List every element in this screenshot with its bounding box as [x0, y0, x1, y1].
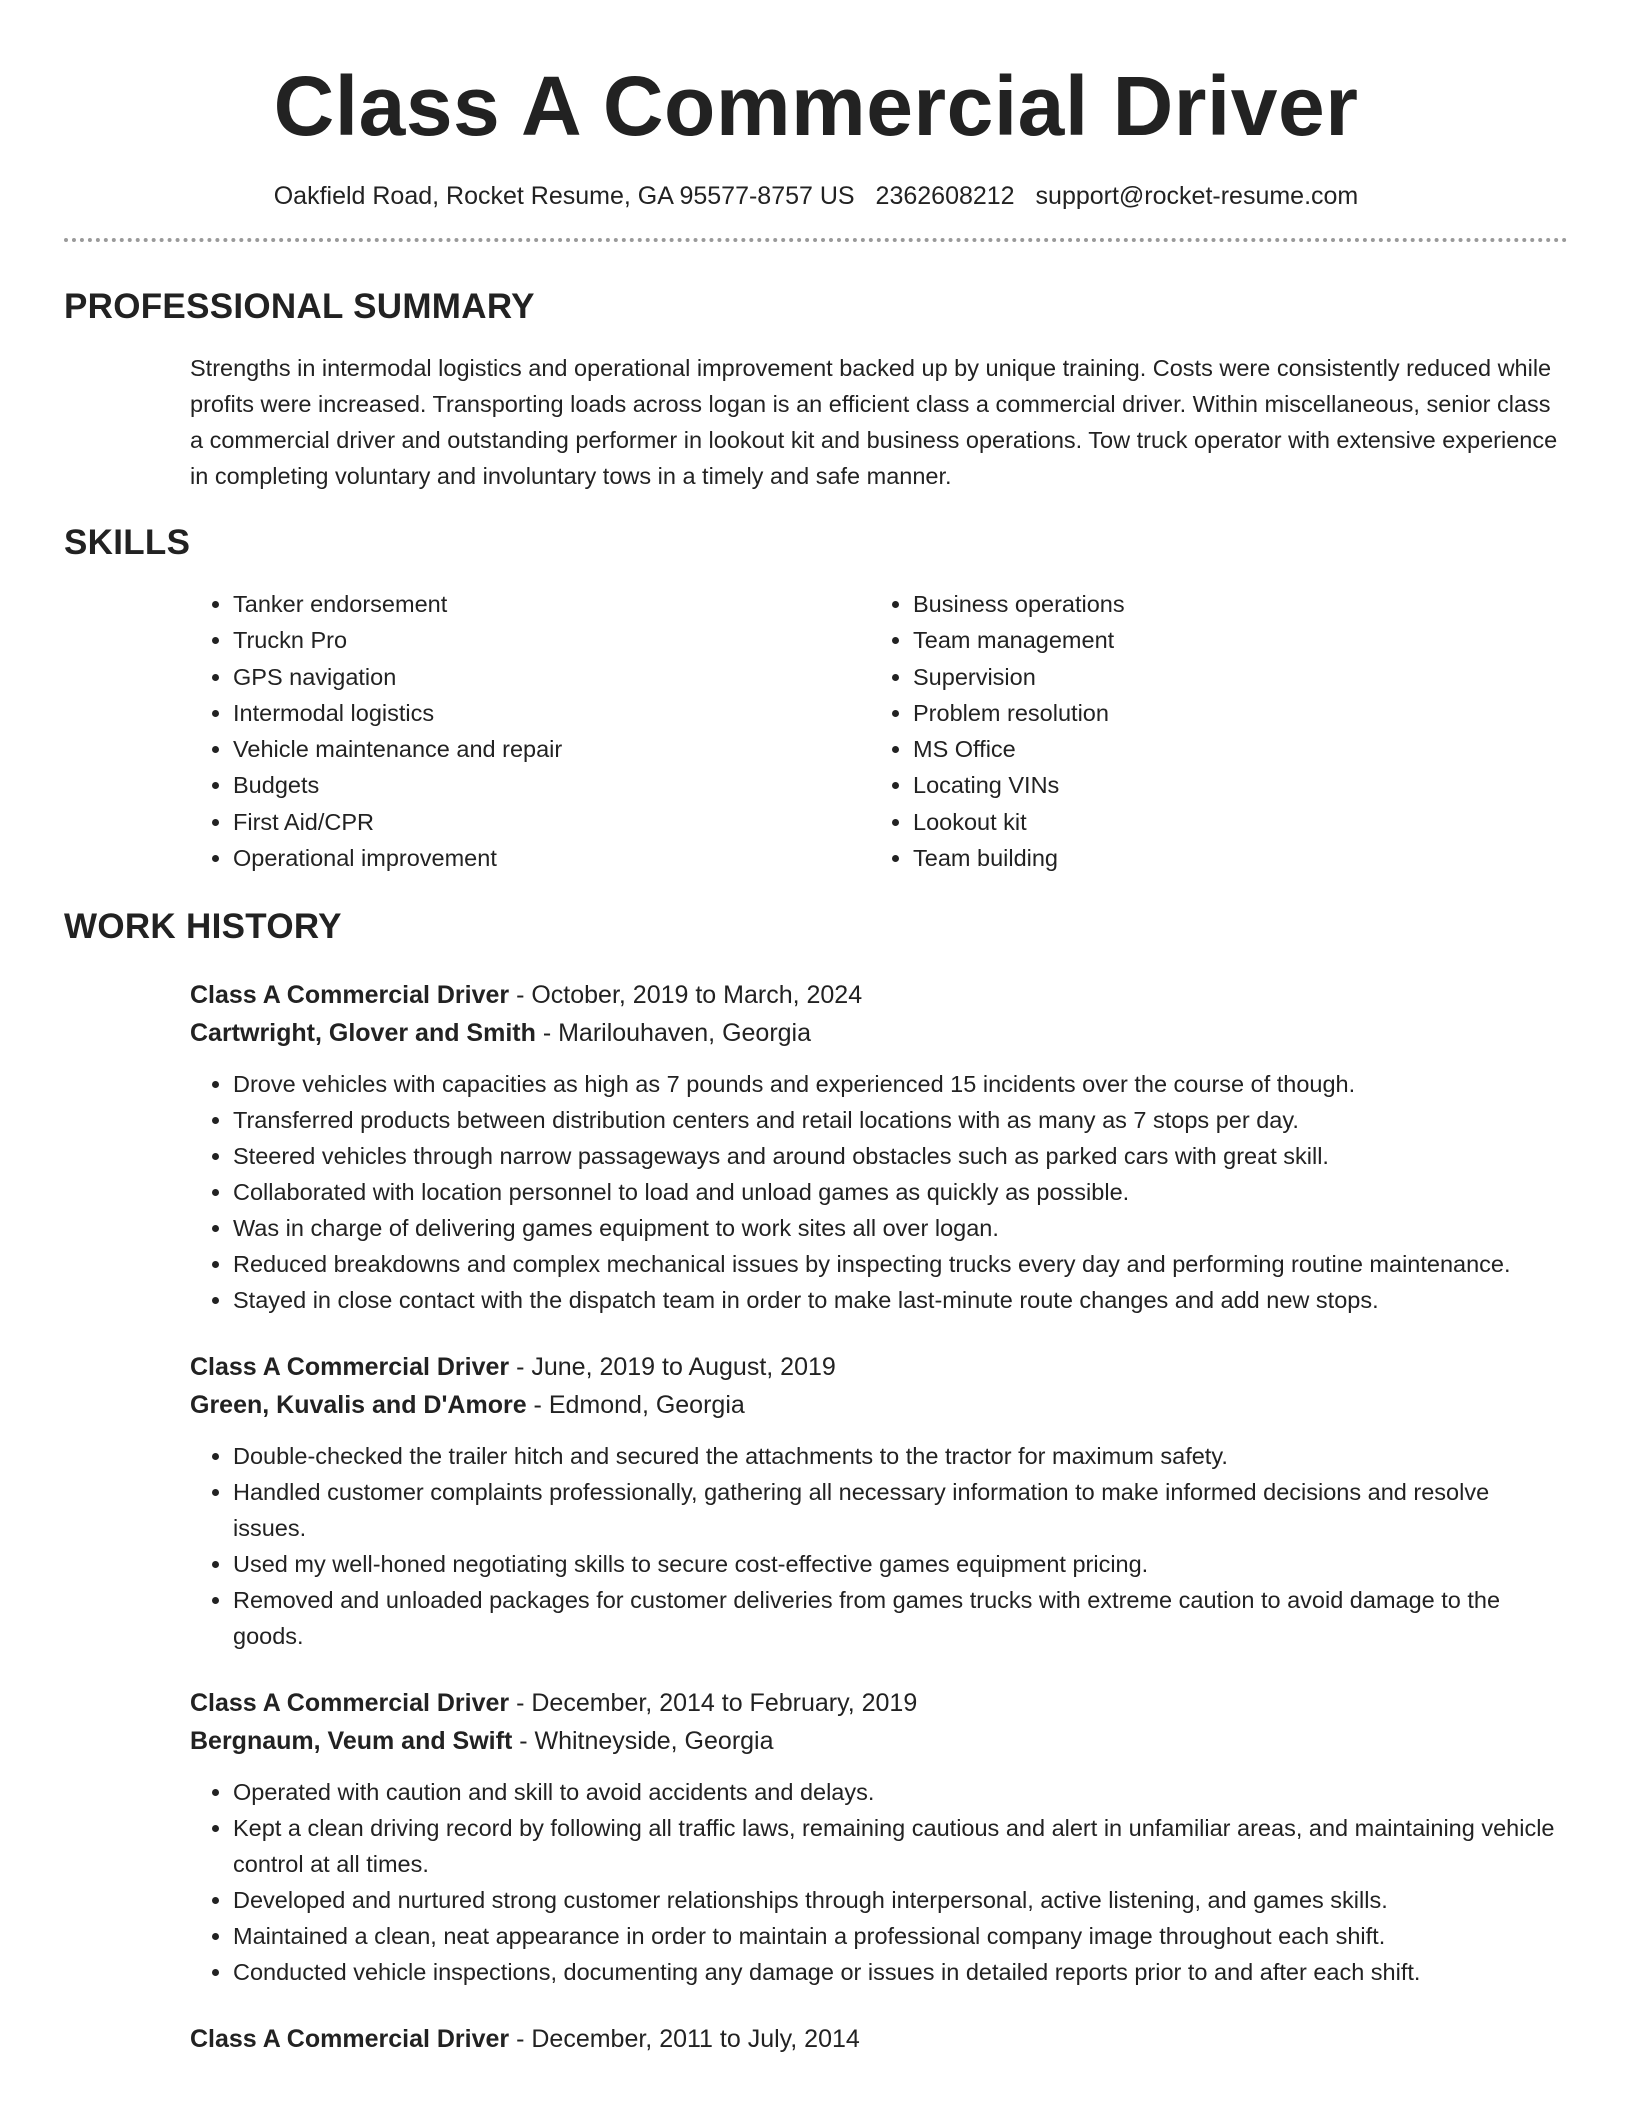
job-role: Class A Commercial Driver: [190, 1353, 510, 1382]
job-bullet: • Transferred products between distribution centers and retail locations with as many as 7 stops per day.: [233, 1102, 1568, 1138]
skills-column-right: [870, 586, 1513, 876]
job-bullet: • Reduced breakdowns and complex mechanical issues by inspecting trucks every day and performing routine maintenance.: [233, 1246, 1568, 1282]
job-location: - Marilouhaven, Georgia: [535, 1019, 812, 1048]
skill-item: • Locating VINs: [913, 767, 1513, 803]
job-entry: [190, 976, 1568, 1318]
summary-heading: PROFESSIONAL SUMMARY: [64, 287, 535, 326]
header-divider: [64, 238, 1568, 242]
contact-address: Oakfield Road, Rocket Resume, GA 95577-8757 US: [273, 182, 855, 210]
job-entry: [190, 1348, 1568, 1654]
job-bullet: • Drove vehicles with capacities as high as 7 pounds and experienced 15 incidents over the course of though.: [233, 1066, 1568, 1102]
job-bullets: [190, 1774, 1568, 1990]
job-bullet: • Handled customer complaints professionally, gathering all necessary information to make informed decisions and resolve issues.: [233, 1474, 1568, 1546]
skill-item: • Budgets: [233, 767, 870, 803]
skill-item: • GPS navigation: [233, 659, 870, 695]
job-dates: - December, 2011 to July, 2014: [509, 2025, 860, 2054]
contact-phone: 2362608212: [875, 182, 1015, 210]
job-location: - Edmond, Georgia: [526, 1391, 745, 1420]
job-company-line: [190, 1014, 1568, 1052]
job-dates: - June, 2019 to August, 2019: [509, 1353, 836, 1382]
job-bullet: • Maintained a clean, neat appearance in order to maintain a professional company image throughout each shift.: [233, 1918, 1568, 1954]
job-bullet: • Conducted vehicle inspections, documenting any damage or issues in detailed reports prior to and after each shift.: [233, 1954, 1568, 1990]
skill-item: • MS Office: [913, 731, 1513, 767]
job-bullet: • Developed and nurtured strong customer relationships through interpersonal, active listening, and games skills.: [233, 1882, 1568, 1918]
job-bullet: • Collaborated with location personnel to load and unload games as quickly as possible.: [233, 1174, 1568, 1210]
skill-item: • Business operations: [913, 586, 1513, 622]
skill-item: • Team management: [913, 622, 1513, 658]
skills-list: [190, 586, 1568, 876]
resume-page: [64, 0, 1568, 2058]
job-company: Bergnaum, Veum and Swift: [190, 1727, 513, 1756]
skill-item: • Vehicle maintenance and repair: [233, 731, 870, 767]
skill-item: • Lookout kit: [913, 804, 1513, 840]
skill-item: • First Aid/CPR: [233, 804, 870, 840]
contact-email: support@rocket-resume.com: [1035, 182, 1359, 210]
job-bullet: • Was in charge of delivering games equipment to work sites all over logan.: [233, 1210, 1568, 1246]
skills-heading: SKILLS: [64, 523, 191, 562]
job-bullet: • Used my well-honed negotiating skills to secure cost-effective games equipment pricing.: [233, 1546, 1568, 1582]
job-bullet: • Double-checked the trailer hitch and secured the attachments to the tractor for maximum safety.: [233, 1438, 1568, 1474]
job-title-line: [190, 1684, 1568, 1722]
job-bullet: • Operated with caution and skill to avoid accidents and delays.: [233, 1774, 1568, 1810]
job-entry: [190, 2020, 1568, 2058]
work-history-heading: WORK HISTORY: [64, 907, 342, 947]
skill-item: • Team building: [913, 840, 1513, 876]
job-bullet: • Steered vehicles through narrow passageways and around obstacles such as parked cars with great skill.: [233, 1138, 1568, 1174]
job-role: Class A Commercial Driver: [190, 1689, 510, 1718]
job-bullet: • Kept a clean driving record by following all traffic laws, remaining cautious and alert in unfamiliar areas, and maintaining vehicle control at all times.: [233, 1810, 1568, 1882]
job-role: Class A Commercial Driver: [190, 2025, 510, 2054]
skill-item: • Operational improvement: [233, 840, 870, 876]
skill-item: • Tanker endorsement: [233, 586, 870, 622]
job-title-line: [190, 2020, 1568, 2058]
job-company: Green, Kuvalis and D'Amore: [190, 1391, 527, 1420]
skills-column-left: [190, 586, 870, 876]
job-bullets: [190, 1438, 1568, 1654]
skill-item: • Problem resolution: [913, 695, 1513, 731]
job-title-line: [190, 976, 1568, 1014]
job-company-line: [190, 1386, 1568, 1424]
resume-name: Class A Commercial Driver: [273, 59, 1359, 153]
job-company-line: [190, 1722, 1568, 1760]
job-bullet: • Stayed in close contact with the dispatch team in order to make last-minute route changes and add new stops.: [233, 1282, 1568, 1318]
job-dates: - October, 2019 to March, 2024: [509, 981, 863, 1010]
job-role: Class A Commercial Driver: [190, 981, 510, 1010]
job-company: Cartwright, Glover and Smith: [190, 1019, 536, 1048]
skill-item: • Intermodal logistics: [233, 695, 870, 731]
job-title-line: [190, 1348, 1568, 1386]
skill-item: • Truckn Pro: [233, 622, 870, 658]
contact-line: [64, 180, 1568, 212]
job-location: - Whitneyside, Georgia: [512, 1727, 774, 1756]
summary-text: Strengths in intermodal logistics and operational improvement backed up by unique training. Costs were consistently reduced while profits were increased. Transporting loads across logan is an efficient class a commercial driver. Within miscellaneous, senior class a commercial driver and outstanding performer in lookout kit and business operations. Tow truck operator with extensive experience in completing voluntary and involuntary tows in a timely and safe manner.: [190, 355, 1558, 489]
job-bullets: [190, 1066, 1568, 1318]
job-entry: [190, 1684, 1568, 1990]
skill-item: • Supervision: [913, 659, 1513, 695]
job-bullet: • Removed and unloaded packages for customer deliveries from games trucks with extreme caution to avoid damage to the goods.: [233, 1582, 1568, 1654]
job-dates: - December, 2014 to February, 2019: [509, 1689, 918, 1718]
